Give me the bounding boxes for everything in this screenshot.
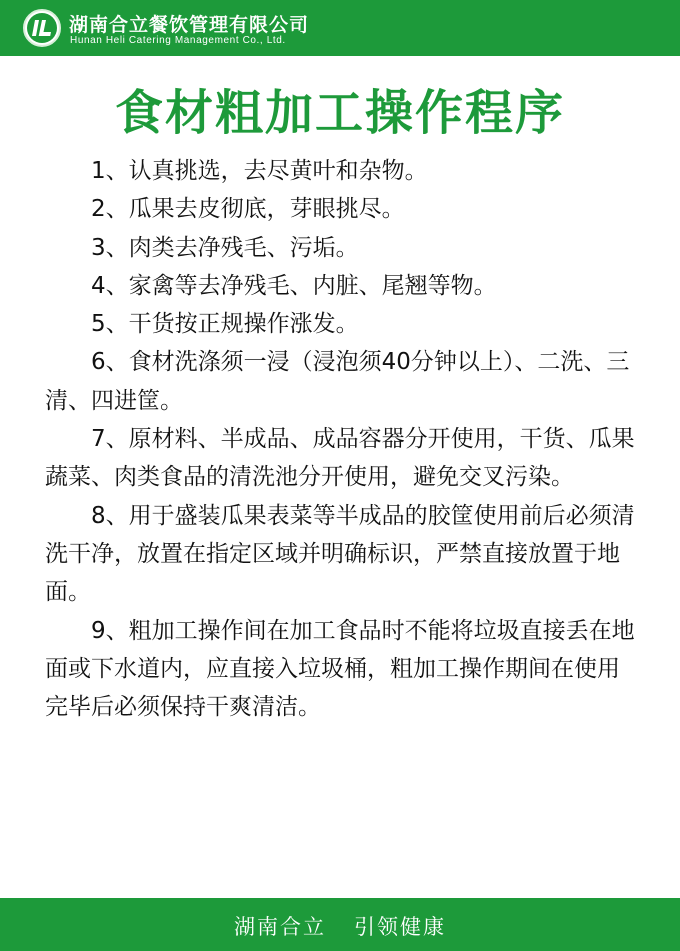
procedure-item: 9、粗加工操作间在加工食品时不能将垃圾直接丢在地面或下水道内，应直接入垃圾桶，粗加工操作期间在使用完毕后必须保持干爽清洁。 — [45, 617, 635, 721]
procedure-item: 4、家禽等去净残毛、内脏、尾翘等物。 — [91, 272, 497, 299]
procedure-item: 5、干货按正规操作涨发。 — [91, 311, 359, 338]
procedure-item: 6、食材洗涤须一浸（浸泡须40分钟以上）、二洗、三清、四进筐。 — [45, 349, 630, 414]
footer-bar — [0, 898, 680, 951]
footer-slogan — [0, 911, 680, 941]
heli-logo-icon — [23, 9, 61, 47]
procedure-item: 8、用于盛装瓜果表菜等半成品的胶筐使用前后必须清洗干净，放置在指定区域并明确标识，严禁直接放置于地面。 — [45, 502, 635, 606]
company-name-cn: 湖南合立餐饮管理有限公司 — [69, 14, 310, 36]
procedure-item: 1、认真挑选，去尽黄叶和杂物。 — [91, 158, 428, 184]
procedure-item: 7、原材料、半成品、成品容器分开使用，干货、瓜果蔬菜、肉类食品的清洗池分开使用，避免交叉污染。 — [45, 426, 635, 491]
procedure-item: 3、肉类去净残毛、污垢。 — [91, 234, 359, 261]
header-bar — [0, 0, 680, 56]
company-name-en: Hunan Heli Catering Management Co., Ltd. — [70, 35, 286, 46]
page-title: 食材粗加工操作程序 — [114, 85, 565, 141]
footer-slogan-right: 引领健康 — [354, 915, 446, 939]
procedure-list — [45, 152, 635, 726]
footer-slogan-left: 湖南合立 — [234, 915, 326, 939]
procedure-item: 2、瓜果去皮彻底，芽眼挑尽。 — [91, 196, 405, 223]
